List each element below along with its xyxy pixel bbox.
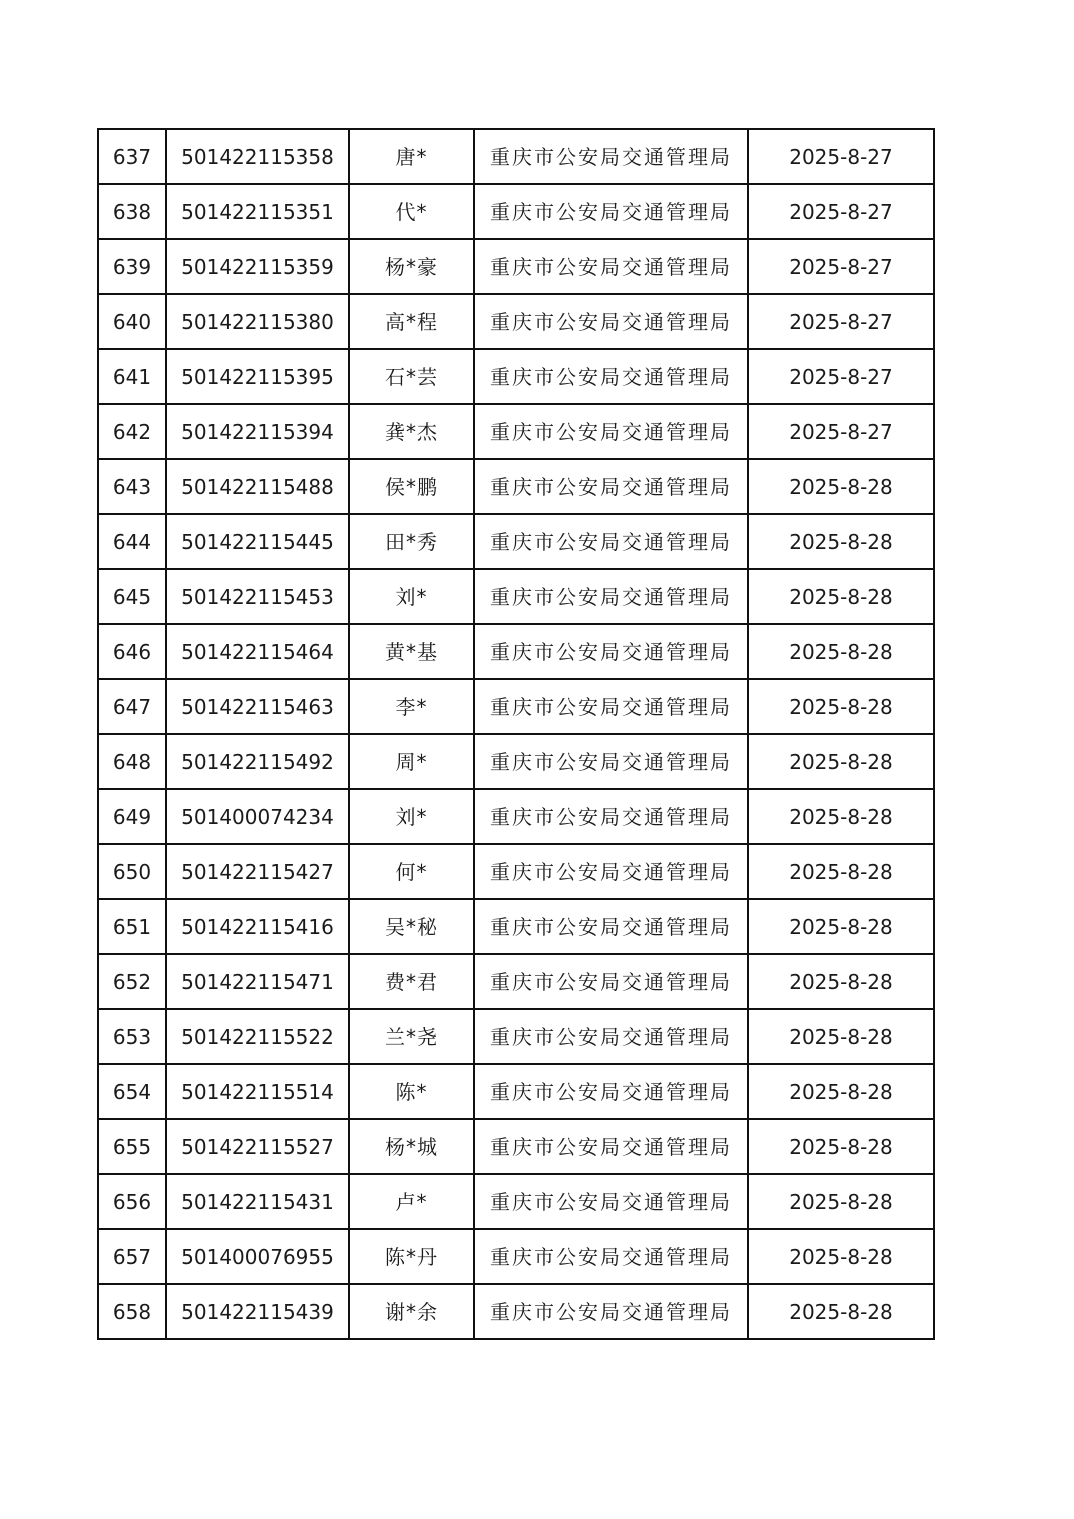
- record-id-cell: 501422115359: [166, 239, 349, 294]
- record-id-cell: 501422115522: [166, 1009, 349, 1064]
- record-id-cell: 501422115416: [166, 899, 349, 954]
- date-cell: 2025-8-28: [748, 569, 934, 624]
- person-name-cell: 龚*杰: [349, 404, 474, 459]
- organization-cell: 重庆市公安局交通管理局: [474, 954, 748, 1009]
- organization-cell: 重庆市公安局交通管理局: [474, 404, 748, 459]
- row-number-cell: 637: [98, 129, 166, 184]
- organization-cell: 重庆市公安局交通管理局: [474, 129, 748, 184]
- record-id-cell: 501422115514: [166, 1064, 349, 1119]
- date-cell: 2025-8-28: [748, 624, 934, 679]
- person-name-cell: 李*: [349, 679, 474, 734]
- person-name-cell: 卢*: [349, 1174, 474, 1229]
- table-row: [98, 789, 934, 844]
- table-row: [98, 129, 934, 184]
- row-number-cell: 645: [98, 569, 166, 624]
- record-id-cell: 501400074234: [166, 789, 349, 844]
- organization-cell: 重庆市公安局交通管理局: [474, 1119, 748, 1174]
- row-number-cell: 658: [98, 1284, 166, 1339]
- records-table-body: [98, 129, 934, 1339]
- organization-cell: 重庆市公安局交通管理局: [474, 679, 748, 734]
- record-id-cell: 501422115453: [166, 569, 349, 624]
- record-id-cell: 501422115394: [166, 404, 349, 459]
- organization-cell: 重庆市公安局交通管理局: [474, 899, 748, 954]
- date-cell: 2025-8-28: [748, 1009, 934, 1064]
- date-cell: 2025-8-28: [748, 1229, 934, 1284]
- row-number-cell: 639: [98, 239, 166, 294]
- organization-cell: 重庆市公安局交通管理局: [474, 569, 748, 624]
- person-name-cell: 刘*: [349, 569, 474, 624]
- table-row: [98, 1229, 934, 1284]
- record-id-cell: 501422115463: [166, 679, 349, 734]
- organization-cell: 重庆市公安局交通管理局: [474, 184, 748, 239]
- person-name-cell: 何*: [349, 844, 474, 899]
- date-cell: 2025-8-28: [748, 844, 934, 899]
- person-name-cell: 陈*: [349, 1064, 474, 1119]
- table-row: [98, 1119, 934, 1174]
- date-cell: 2025-8-27: [748, 404, 934, 459]
- person-name-cell: 费*君: [349, 954, 474, 1009]
- row-number-cell: 656: [98, 1174, 166, 1229]
- person-name-cell: 兰*尧: [349, 1009, 474, 1064]
- record-id-cell: 501422115395: [166, 349, 349, 404]
- table-row: [98, 459, 934, 514]
- record-id-cell: 501422115488: [166, 459, 349, 514]
- date-cell: 2025-8-28: [748, 734, 934, 789]
- person-name-cell: 吴*秘: [349, 899, 474, 954]
- table-row: [98, 569, 934, 624]
- person-name-cell: 杨*城: [349, 1119, 474, 1174]
- table-row: [98, 514, 934, 569]
- row-number-cell: 650: [98, 844, 166, 899]
- row-number-cell: 648: [98, 734, 166, 789]
- table-row: [98, 349, 934, 404]
- date-cell: 2025-8-28: [748, 1119, 934, 1174]
- organization-cell: 重庆市公安局交通管理局: [474, 459, 748, 514]
- record-id-cell: 501422115527: [166, 1119, 349, 1174]
- date-cell: 2025-8-28: [748, 1174, 934, 1229]
- table-row: [98, 844, 934, 899]
- row-number-cell: 651: [98, 899, 166, 954]
- organization-cell: 重庆市公安局交通管理局: [474, 1229, 748, 1284]
- record-id-cell: 501422115439: [166, 1284, 349, 1339]
- row-number-cell: 654: [98, 1064, 166, 1119]
- person-name-cell: 侯*鹏: [349, 459, 474, 514]
- organization-cell: 重庆市公安局交通管理局: [474, 239, 748, 294]
- person-name-cell: 周*: [349, 734, 474, 789]
- person-name-cell: 代*: [349, 184, 474, 239]
- row-number-cell: 652: [98, 954, 166, 1009]
- row-number-cell: 642: [98, 404, 166, 459]
- record-id-cell: 501422115358: [166, 129, 349, 184]
- person-name-cell: 刘*: [349, 789, 474, 844]
- row-number-cell: 647: [98, 679, 166, 734]
- date-cell: 2025-8-28: [748, 514, 934, 569]
- person-name-cell: 黄*基: [349, 624, 474, 679]
- table-row: [98, 954, 934, 1009]
- row-number-cell: 657: [98, 1229, 166, 1284]
- date-cell: 2025-8-28: [748, 899, 934, 954]
- row-number-cell: 655: [98, 1119, 166, 1174]
- record-id-cell: 501422115471: [166, 954, 349, 1009]
- organization-cell: 重庆市公安局交通管理局: [474, 734, 748, 789]
- table-row: [98, 679, 934, 734]
- record-id-cell: 501422115351: [166, 184, 349, 239]
- table-row: [98, 624, 934, 679]
- record-id-cell: 501422115431: [166, 1174, 349, 1229]
- organization-cell: 重庆市公安局交通管理局: [474, 789, 748, 844]
- organization-cell: 重庆市公安局交通管理局: [474, 514, 748, 569]
- date-cell: 2025-8-27: [748, 239, 934, 294]
- organization-cell: 重庆市公安局交通管理局: [474, 1284, 748, 1339]
- row-number-cell: 641: [98, 349, 166, 404]
- organization-cell: 重庆市公安局交通管理局: [474, 1064, 748, 1119]
- date-cell: 2025-8-28: [748, 459, 934, 514]
- table-row: [98, 404, 934, 459]
- row-number-cell: 638: [98, 184, 166, 239]
- person-name-cell: 田*秀: [349, 514, 474, 569]
- person-name-cell: 高*程: [349, 294, 474, 349]
- organization-cell: 重庆市公安局交通管理局: [474, 624, 748, 679]
- person-name-cell: 谢*余: [349, 1284, 474, 1339]
- table-row: [98, 1284, 934, 1339]
- date-cell: 2025-8-27: [748, 294, 934, 349]
- organization-cell: 重庆市公安局交通管理局: [474, 1174, 748, 1229]
- date-cell: 2025-8-28: [748, 1284, 934, 1339]
- date-cell: 2025-8-27: [748, 349, 934, 404]
- record-id-cell: 501400076955: [166, 1229, 349, 1284]
- row-number-cell: 644: [98, 514, 166, 569]
- person-name-cell: 唐*: [349, 129, 474, 184]
- person-name-cell: 杨*豪: [349, 239, 474, 294]
- record-id-cell: 501422115492: [166, 734, 349, 789]
- row-number-cell: 649: [98, 789, 166, 844]
- date-cell: 2025-8-28: [748, 789, 934, 844]
- table-row: [98, 294, 934, 349]
- table-row: [98, 734, 934, 789]
- record-id-cell: 501422115427: [166, 844, 349, 899]
- table-row: [98, 184, 934, 239]
- table-row: [98, 239, 934, 294]
- table-row: [98, 1174, 934, 1229]
- record-id-cell: 501422115464: [166, 624, 349, 679]
- table-row: [98, 1009, 934, 1064]
- organization-cell: 重庆市公安局交通管理局: [474, 1009, 748, 1064]
- person-name-cell: 石*芸: [349, 349, 474, 404]
- records-table: [97, 128, 935, 1340]
- date-cell: 2025-8-28: [748, 1064, 934, 1119]
- person-name-cell: 陈*丹: [349, 1229, 474, 1284]
- record-id-cell: 501422115380: [166, 294, 349, 349]
- table-row: [98, 899, 934, 954]
- record-id-cell: 501422115445: [166, 514, 349, 569]
- table-row: [98, 1064, 934, 1119]
- row-number-cell: 640: [98, 294, 166, 349]
- date-cell: 2025-8-27: [748, 184, 934, 239]
- organization-cell: 重庆市公安局交通管理局: [474, 844, 748, 899]
- row-number-cell: 653: [98, 1009, 166, 1064]
- date-cell: 2025-8-28: [748, 679, 934, 734]
- organization-cell: 重庆市公安局交通管理局: [474, 294, 748, 349]
- date-cell: 2025-8-27: [748, 129, 934, 184]
- row-number-cell: 646: [98, 624, 166, 679]
- organization-cell: 重庆市公安局交通管理局: [474, 349, 748, 404]
- date-cell: 2025-8-28: [748, 954, 934, 1009]
- row-number-cell: 643: [98, 459, 166, 514]
